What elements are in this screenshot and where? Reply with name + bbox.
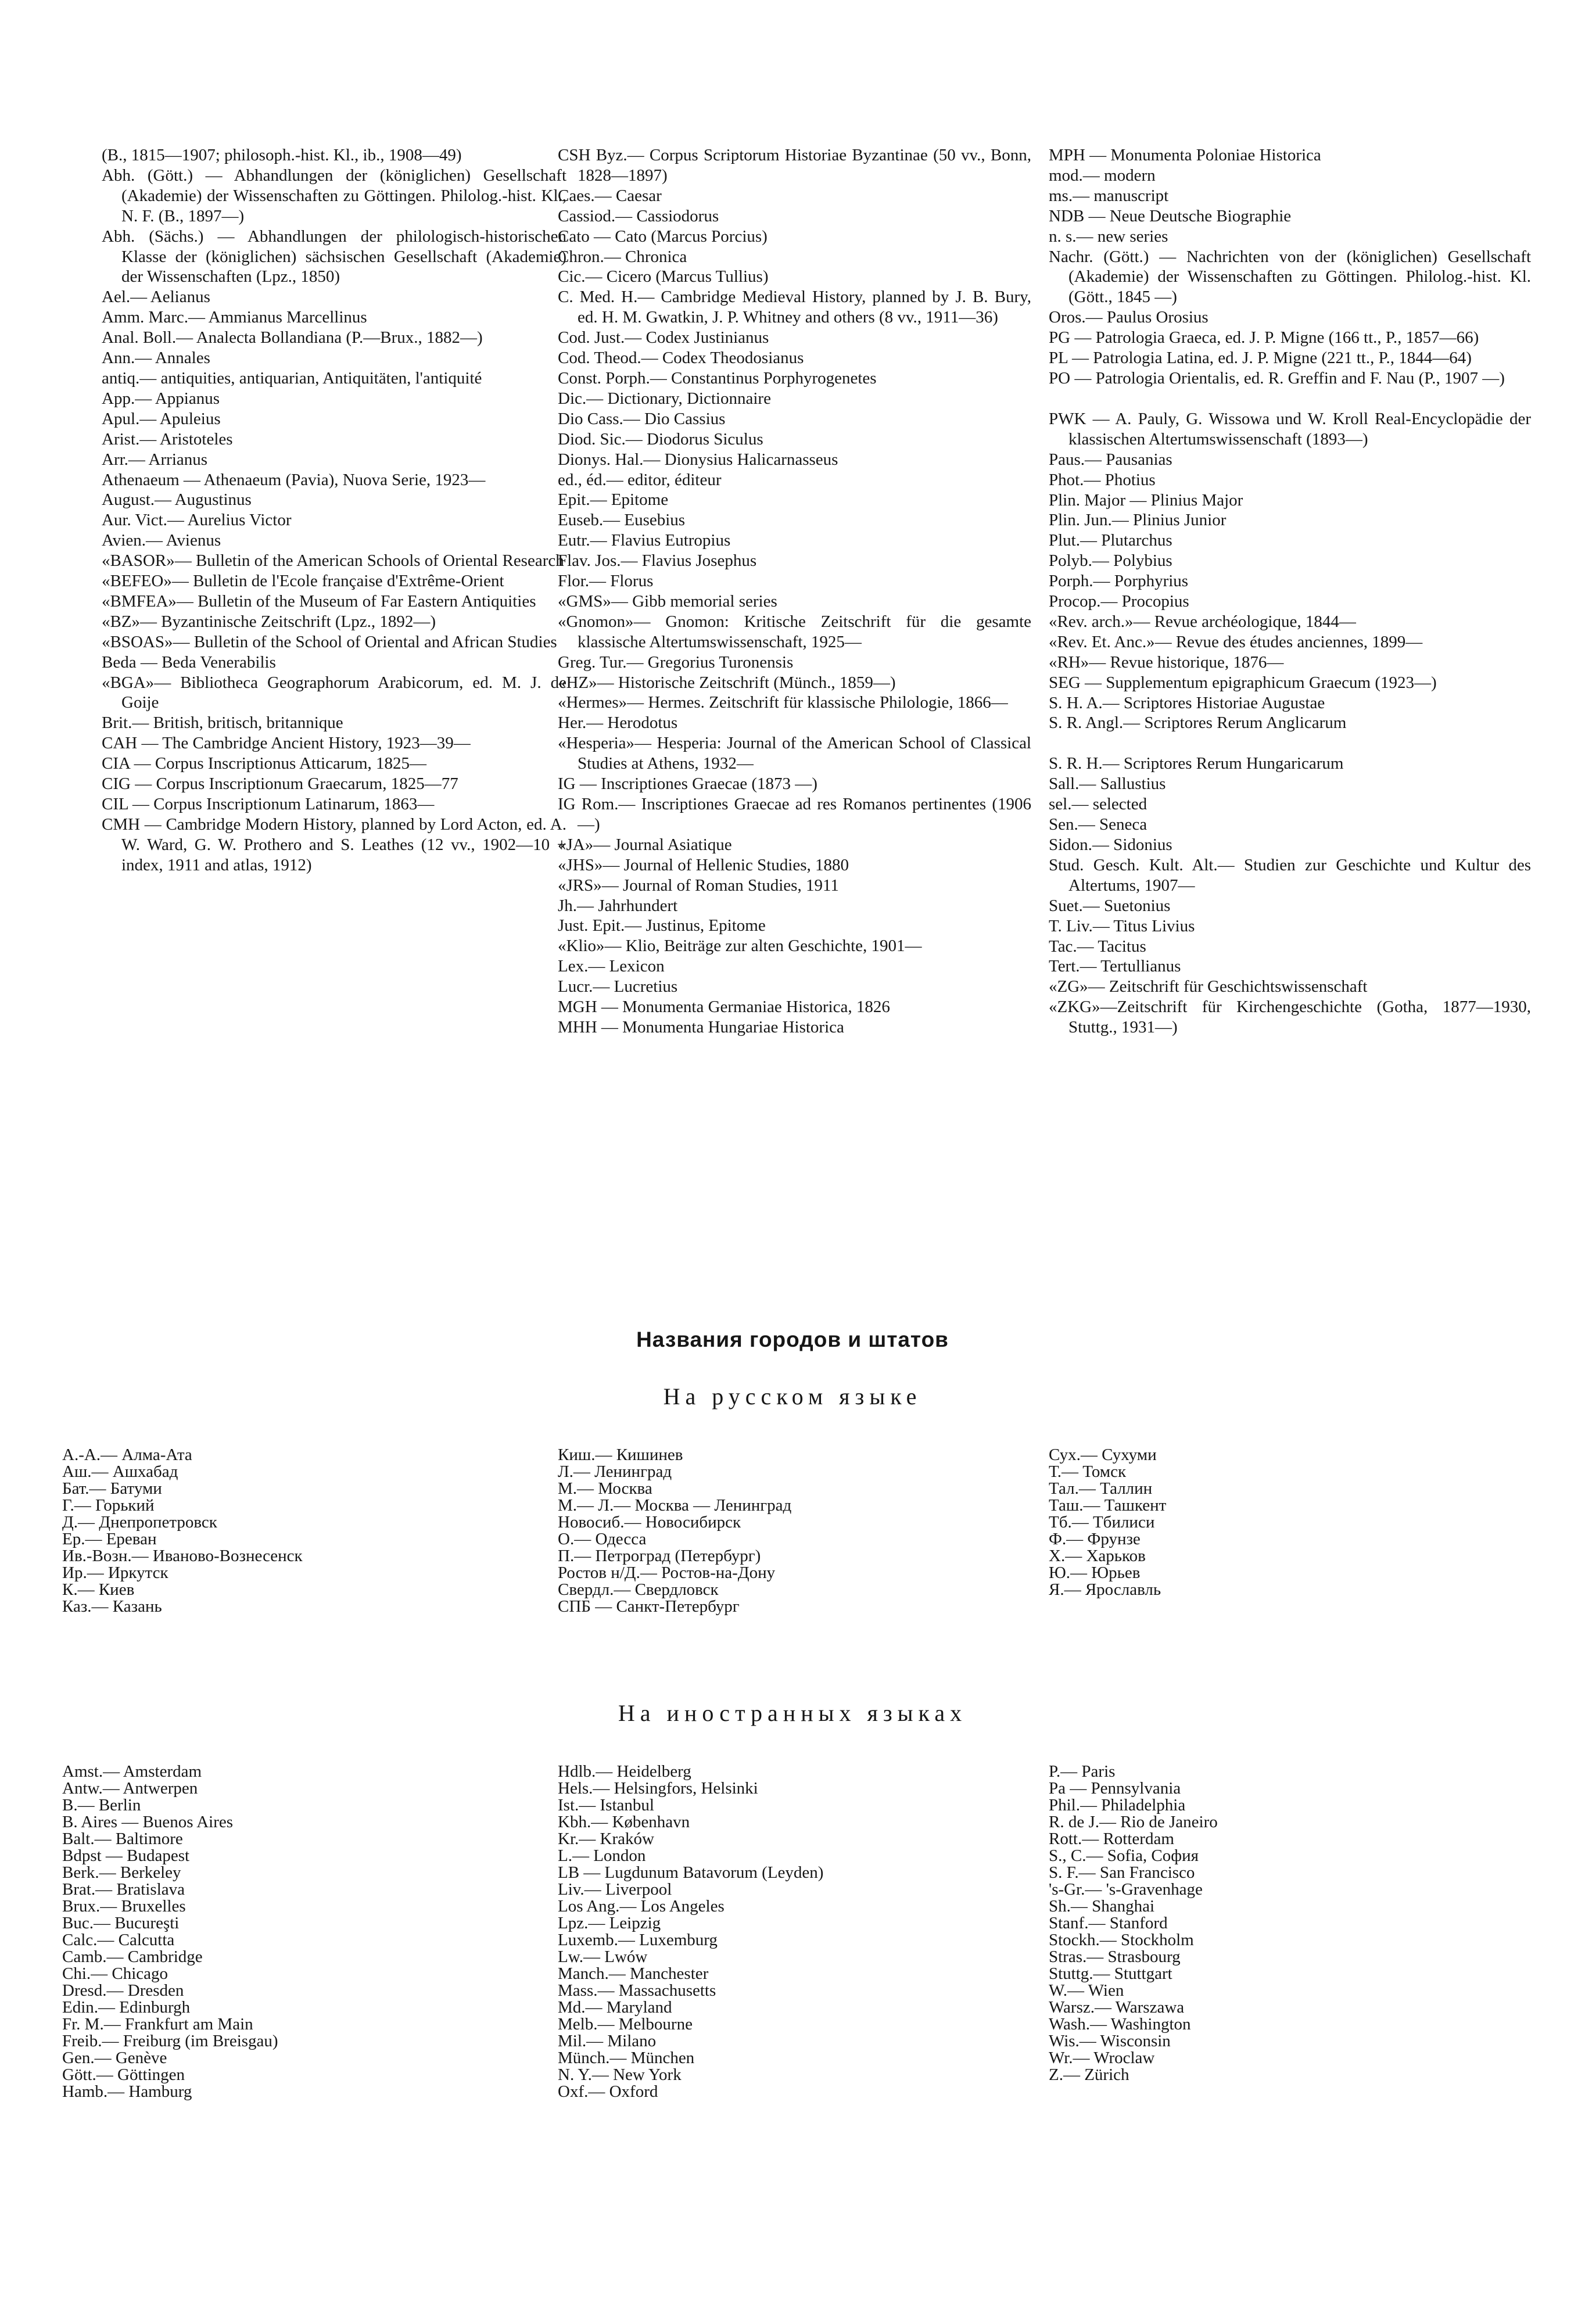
city-abbreviation: Oxf.— Oxford — [558, 2082, 658, 2101]
city-abbreviation: Свердл.— Свердловск — [558, 1580, 719, 1599]
foreign-cities-column-3 — [1049, 1763, 1531, 2083]
city-abbreviation: Melb.— Melbourne — [558, 2015, 693, 2033]
city-abbreviation: Ростов н/Д.— Ростов-на-Дону — [558, 1563, 776, 1582]
city-abbreviation: Mil.— Milano — [558, 2032, 657, 2050]
abbreviation-entry: «BEFEO»— Bulletin de l'Ecole française d'Extrême-Orient — [102, 572, 504, 591]
abbreviation-entry: Plut.— Plutarchus — [1049, 531, 1172, 550]
abbreviations-column-3 — [1049, 145, 1531, 1038]
abbreviation-entry: «BASOR»— Bulletin of the American Schools of Oriental Research — [102, 551, 564, 571]
city-abbreviation: Manch.— Manchester — [558, 1964, 709, 1983]
abbreviation-entry: antiq.— antiquities, antiquarian, Antiquitäten, l'antiquité — [102, 368, 482, 388]
city-abbreviation: S. F.— San Francisco — [1049, 1863, 1195, 1882]
spacer — [1049, 389, 1531, 409]
abbreviation-entry: Procop.— Procopius — [1049, 592, 1189, 611]
city-abbreviation: Аш.— Ашхабад — [62, 1462, 178, 1481]
city-abbreviation: К.— Киев — [62, 1580, 135, 1599]
city-abbreviation: Bdpst — Budapest — [62, 1846, 190, 1865]
abbreviation-entry: Abh. (Sächs.) — Abhandlungen der philologisch-historischen Klasse der (königlichen) sächsischen Gesellschaft (Akademie) der Wissenschaften (Lpz., 1850) — [102, 227, 566, 286]
abbreviation-entry: Nachr. (Gött.) — Nachrichten von der (königlichen) Gesellschaft (Akademie) der Wissenschaften zu Göttingen. Philolog.-hist. Kl. (Gött., 1845 —) — [1049, 247, 1531, 307]
city-abbreviation: Brux.— Bruxelles — [62, 1897, 186, 1916]
abbreviation-entry: App.— Appianus — [102, 389, 220, 408]
abbreviation-entry: Euseb.— Eusebius — [558, 511, 686, 530]
city-abbreviation: Brat.— Bratislava — [62, 1880, 185, 1899]
city-abbreviation: L.— London — [558, 1846, 646, 1865]
abbreviation-entry: Cod. Just.— Codex Justinianus — [558, 328, 769, 347]
abbreviation-entry: «Hesperia»— Hesperia: Journal of the American School of Classical Studies at Athens, 1932— — [558, 734, 1031, 773]
city-abbreviation: B. Aires — Buenos Aires — [62, 1813, 234, 1831]
city-abbreviation: Wash.— Washington — [1049, 2015, 1191, 2033]
abbreviation-entry: «GMS»— Gibb memorial series — [558, 591, 777, 611]
city-abbreviation: Dresd.— Dresden — [62, 1981, 184, 2000]
city-abbreviation: Л.— Ленинград — [558, 1462, 672, 1481]
abbreviation-entry: MGH — Monumenta Germaniae Historica, 1826 — [558, 998, 890, 1017]
abbreviation-entry: Lucr.— Lucretius — [558, 977, 678, 996]
abbreviation-entry: «BSOAS»— Bulletin of the School of Oriental and African Studies — [102, 632, 557, 651]
abbreviation-entry: MHH — Monumenta Hungariae Historica — [558, 1017, 844, 1037]
abbreviation-entry: Phot.— Photius — [1049, 470, 1156, 489]
abbreviation-entry: Plin. Major — Plinius Major — [1049, 490, 1243, 510]
abbreviation-entry: PL — Patrologia Latina, ed. J. P. Migne (221 tt., P., 1844—64) — [1049, 349, 1472, 368]
abbreviation-entry: Dio Cass.— Dio Cassius — [558, 409, 726, 428]
city-abbreviation: Ер.— Ереван — [62, 1530, 157, 1548]
abbreviation-entry: Ann.— Annales — [102, 349, 210, 368]
city-abbreviation: S., C.— Sofia, София — [1049, 1846, 1199, 1865]
city-abbreviation: Hdlb.— Heidelberg — [558, 1762, 691, 1781]
abbreviation-entry: mod.— modern — [1049, 166, 1156, 185]
city-abbreviation: Sh.— Shanghai — [1049, 1897, 1155, 1916]
city-abbreviation: Buc.— Bucureşti — [62, 1914, 180, 1932]
abbreviation-entry: Flor.— Florus — [558, 572, 654, 591]
city-abbreviation: О.— Одесса — [558, 1530, 647, 1548]
abbreviation-entry: «Rev. Et. Anc.»— Revue des études anciennes, 1899— — [1049, 632, 1423, 651]
abbreviation-entry: C. Med. H.— Cambridge Medieval History, planned by J. B. Bury, ed. H. M. Gwatkin, J. P. Whitney and others (8 vv., 1911—36) — [558, 288, 1031, 327]
russian-cities-column-1 — [62, 1447, 562, 1615]
city-abbreviation: Ю.— Юрьев — [1049, 1563, 1141, 1582]
city-abbreviation: Stanf.— Stanford — [1049, 1914, 1168, 1932]
abbreviation-entry: S. H. A.— Scriptores Historiae Augustae — [1049, 693, 1325, 712]
abbreviation-entry: T. Liv.— Titus Livius — [1049, 916, 1195, 935]
abbreviation-entry: Tac.— Tacitus — [1049, 937, 1146, 956]
city-abbreviation: 's-Gr.— 's-Gravenhage — [1049, 1880, 1203, 1899]
abbreviation-entry: Brit.— British, britisch, britannique — [102, 713, 343, 733]
abbreviation-entry: Chron.— Chronica — [558, 247, 687, 266]
abbreviation-entry: Avien.— Avienus — [102, 531, 221, 550]
city-abbreviation: Pa — Pennsylvania — [1049, 1779, 1181, 1798]
abbreviation-entry: Sall.— Sallustius — [1049, 774, 1166, 794]
abbreviation-entry: «JA»— Journal Asiatique — [558, 835, 732, 854]
city-abbreviation: Каз.— Казань — [62, 1597, 162, 1616]
abbreviation-entry: Aur. Vict.— Aurelius Victor — [102, 511, 292, 530]
city-abbreviation: СПБ — Санкт-Петербург — [558, 1597, 740, 1616]
cities-section-heading: Названия городов и штатов — [636, 1328, 949, 1351]
abbreviation-entry: Oros.— Paulus Orosius — [1049, 308, 1209, 327]
abbreviation-entry: MPH — Monumenta Poloniae Historica — [1049, 146, 1321, 164]
abbreviation-entry: (B., 1815—1907; philosoph.-hist. Kl., ib., 1908—49) — [102, 146, 462, 164]
city-abbreviation: Calc.— Calcutta — [62, 1931, 175, 1949]
russian-cities-column-3 — [1049, 1447, 1531, 1598]
city-abbreviation: М.— Л.— Москва — Ленинград — [558, 1496, 792, 1515]
city-abbreviation: Amst.— Amsterdam — [62, 1762, 202, 1781]
abbreviation-entry: «HZ»— Historische Zeitschrift (Münch., 1859—) — [558, 673, 896, 692]
abbreviation-entry: «RH»— Revue historique, 1876— — [1049, 652, 1284, 672]
russian-cities-column-2 — [558, 1447, 1046, 1615]
city-abbreviation: Edin.— Edinburgh — [62, 1998, 191, 2017]
abbreviation-entry: «BZ»— Byzantinische Zeitschrift (Lpz., 1892—) — [102, 612, 436, 631]
city-abbreviation: Rott.— Rotterdam — [1049, 1830, 1174, 1848]
abbreviation-entry: Lex.— Lexicon — [558, 957, 665, 976]
abbreviation-entry: Athenaeum — Athenaeum (Pavia), Nuova Serie, 1923— — [102, 470, 486, 489]
city-abbreviation: Kr.— Kraków — [558, 1830, 654, 1848]
city-abbreviation: Berk.— Berkeley — [62, 1863, 181, 1882]
abbreviation-entry: «Gnomon»— Gnomon: Kritische Zeitschrift für die gesamte klassische Altertumswissenschaft, 1925— — [558, 612, 1031, 651]
abbreviation-entry: Abh. (Gött.) — Abhandlungen der (königlichen) Gesellschaft (Akademie) der Wissenschaften zu Göttingen. Philolog.-hist. Kl., N. F. (B., 1897—) — [102, 166, 566, 225]
city-abbreviation: Тб.— Тбилиси — [1049, 1513, 1155, 1532]
city-abbreviation: Münch.— München — [558, 2049, 695, 2067]
abbreviation-entry: Suet.— Suetonius — [1049, 896, 1171, 915]
city-abbreviation: Lpz.— Leipzig — [558, 1914, 661, 1932]
abbreviation-entry: PWK — A. Pauly, G. Wissowa und W. Kroll Real-Encyclopädie der klassischen Altertumswissenschaft (1893—) — [1049, 409, 1531, 449]
city-abbreviation: Freib.— Freiburg (im Breisgau) — [62, 2032, 278, 2050]
russian-subheading: На русском языке — [663, 1383, 922, 1410]
abbreviation-entry: Cato — Cato (Marcus Porcius) — [558, 227, 768, 246]
abbreviation-entry: CSH Byz.— Corpus Scriptorum Historiae Byzantinae (50 vv., Bonn, 1828—1897) — [558, 146, 1031, 185]
abbreviation-entry: Dionys. Hal.— Dionysius Halicarnasseus — [558, 450, 838, 469]
abbreviation-entry: «ZG»— Zeitschrift für Geschichtswissenschaft — [1049, 977, 1368, 996]
abbreviation-entry: Sen.— Seneca — [1049, 815, 1147, 834]
abbreviation-entry: ms.— manuscript — [1049, 186, 1169, 205]
city-abbreviation: А.-А.— Алма-Ата — [62, 1446, 192, 1464]
city-abbreviation: Kbh.— København — [558, 1813, 690, 1831]
city-abbreviation: Phil.— Philadelphia — [1049, 1796, 1186, 1814]
city-abbreviation: Antw.— Antwerpen — [62, 1779, 198, 1798]
abbreviation-entry: Amm. Marc.— Ammianus Marcellinus — [102, 308, 367, 327]
abbreviation-entry: CAH — The Cambridge Ancient History, 1923—39— — [102, 734, 471, 753]
city-abbreviation: Liv.— Liverpool — [558, 1880, 672, 1899]
abbreviation-entry: IG Rom.— Inscriptiones Graecae ad res Romanos pertinentes (1906 —) — [558, 795, 1031, 834]
city-abbreviation: Camb.— Cambridge — [62, 1948, 203, 1966]
abbreviation-entry: «Klio»— Klio, Beiträge zur alten Geschichte, 1901— — [558, 937, 922, 956]
abbreviation-entry: Eutr.— Flavius Eutropius — [558, 531, 731, 550]
abbreviation-entry: «Rev. arch.»— Revue archéologique, 1844— — [1049, 612, 1356, 631]
abbreviation-entry: Polyb.— Polybius — [1049, 551, 1172, 571]
city-abbreviation: Г.— Горький — [62, 1496, 155, 1515]
city-abbreviation: Сух.— Сухуми — [1049, 1446, 1157, 1464]
city-abbreviation: LB — Lugdunum Batavorum (Leyden) — [558, 1863, 824, 1882]
abbreviation-entry: Diod. Sic.— Diodorus Siculus — [558, 429, 763, 449]
abbreviation-entry: «Hermes»— Hermes. Zeitschrift für klassische Philologie, 1866— — [558, 693, 1008, 712]
abbreviation-entry: Tert.— Tertullianus — [1049, 957, 1181, 976]
city-abbreviation: Hamb.— Hamburg — [62, 2082, 192, 2101]
abbreviation-entry: Greg. Tur.— Gregorius Turonensis — [558, 652, 794, 672]
city-abbreviation: Х.— Харьков — [1049, 1547, 1146, 1565]
city-abbreviation: Таш.— Ташкент — [1049, 1496, 1167, 1515]
city-abbreviation: Я.— Ярославль — [1049, 1580, 1161, 1599]
spacer — [1049, 733, 1531, 754]
city-abbreviation: Ир.— Иркутск — [62, 1563, 168, 1582]
city-abbreviation: W.— Wien — [1049, 1981, 1124, 2000]
abbreviation-entry: n. s.— new series — [1049, 227, 1168, 246]
city-abbreviation: Luxemb.— Luxemburg — [558, 1931, 718, 1949]
abbreviation-entry: Paus.— Pausanias — [1049, 450, 1172, 469]
abbreviation-entry: Ael.— Aelianus — [102, 288, 210, 307]
abbreviations-column-2 — [558, 145, 1031, 1038]
city-abbreviation: Д.— Днепропетровск — [62, 1513, 217, 1532]
abbreviation-entry: Anal. Boll.— Analecta Bollandiana (P.—Brux., 1882—) — [102, 328, 483, 347]
abbreviation-entry: CIA — Corpus Inscriptionus Atticarum, 1825— — [102, 754, 427, 773]
city-abbreviation: Z.— Zürich — [1049, 2065, 1129, 2084]
city-abbreviation: Stras.— Strasbourg — [1049, 1948, 1181, 1966]
city-abbreviation: Chi.— Chicago — [62, 1964, 168, 1983]
abbreviation-entry: sel.— selected — [1049, 795, 1147, 814]
city-abbreviation: Lw.— Lwów — [558, 1948, 648, 1966]
abbreviation-entry: Flav. Jos.— Flavius Josephus — [558, 551, 757, 571]
city-abbreviation: R. de J.— Rio de Janeiro — [1049, 1813, 1218, 1831]
city-abbreviation: Т.— Томск — [1049, 1462, 1127, 1481]
abbreviation-entry: Just. Epit.— Justinus, Epitome — [558, 916, 766, 935]
abbreviation-entry: PG — Patrologia Graeca, ed. J. P. Migne (166 tt., P., 1857—66) — [1049, 328, 1479, 347]
city-abbreviation: М.— Москва — [558, 1479, 652, 1498]
abbreviation-entry: Caes.— Caesar — [558, 186, 662, 205]
city-abbreviation: Новосиб.— Новосибирск — [558, 1513, 741, 1532]
abbreviation-entry: CIG — Corpus Inscriptionum Graecarum, 1825—77 — [102, 774, 458, 794]
city-abbreviation: Gen.— Genève — [62, 2049, 167, 2067]
abbreviation-entry: August.— Augustinus — [102, 490, 252, 510]
city-abbreviation: Los Ang.— Los Angeles — [558, 1897, 725, 1916]
abbreviation-entry: Jh.— Jahrhundert — [558, 896, 678, 915]
city-abbreviation: Stuttg.— Stuttgart — [1049, 1964, 1172, 1983]
city-abbreviation: Тал.— Таллин — [1049, 1479, 1153, 1498]
abbreviation-entry: Cic.— Cicero (Marcus Tullius) — [558, 267, 769, 286]
abbreviation-entry: «JRS»— Journal of Roman Studies, 1911 — [558, 876, 839, 895]
abbreviation-entry: NDB — Neue Deutsche Biographie — [1049, 206, 1292, 225]
city-abbreviation: Mass.— Massachusetts — [558, 1981, 716, 2000]
abbreviation-entry: «BMFEA»— Bulletin of the Museum of Far Eastern Antiquities — [102, 591, 536, 611]
city-abbreviation: Ф.— Фрунзе — [1049, 1530, 1141, 1548]
abbreviation-entry: «ZKG»—Zeitschrift für Kirchengeschichte (Gotha, 1877—1930, Stuttg., 1931—) — [1049, 998, 1531, 1037]
abbreviation-entry: IG — Inscriptiones Graecae (1873 —) — [558, 774, 817, 794]
city-abbreviation: N. Y.— New York — [558, 2065, 682, 2084]
foreign-cities-column-1 — [62, 1763, 562, 2100]
abbreviation-entry: «JHS»— Journal of Hellenic Studies, 1880 — [558, 855, 849, 874]
abbreviation-entry: ed., éd.— editor, éditeur — [558, 470, 722, 489]
city-abbreviation: Balt.— Baltimore — [62, 1830, 183, 1848]
city-abbreviation: Киш.— Кишинев — [558, 1446, 683, 1464]
abbreviation-entry: S. R. H.— Scriptores Rerum Hungaricarum — [1049, 754, 1344, 773]
city-abbreviation: П.— Петроград (Петербург) — [558, 1547, 761, 1565]
city-abbreviation: Wis.— Wisconsin — [1049, 2032, 1171, 2050]
abbreviation-entry: CIL — Corpus Inscriptionum Latinarum, 1863— — [102, 795, 435, 813]
city-abbreviation: P.— Paris — [1049, 1762, 1116, 1781]
abbreviation-entry: PO — Patrologia Orientalis, ed. R. Greffin and F. Nau (P., 1907 —) — [1049, 368, 1505, 388]
city-abbreviation: Hels.— Helsingfors, Helsinki — [558, 1779, 758, 1798]
abbreviation-entry: Apul.— Apuleius — [102, 409, 221, 428]
city-abbreviation: Fr. M.— Frankfurt am Main — [62, 2015, 253, 2033]
abbreviation-entry: Cassiod.— Cassiodorus — [558, 206, 719, 225]
abbreviation-entry: Dic.— Dictionary, Dictionnaire — [558, 389, 771, 408]
abbreviation-entry: Porph.— Porphyrius — [1049, 572, 1189, 591]
abbreviations-column-1 — [102, 145, 566, 876]
abbreviation-entry: Const. Porph.— Constantinus Porphyrogenetes — [558, 368, 877, 388]
abbreviation-entry: S. R. Angl.— Scriptores Rerum Anglicarum — [1049, 713, 1347, 733]
foreign-subheading: На иностранных языках — [618, 1700, 967, 1726]
city-abbreviation: Бат.— Батуми — [62, 1479, 162, 1498]
city-abbreviation: Ив.-Возн.— Иваново-Вознесенск — [62, 1547, 303, 1565]
abbreviation-entry: Cod. Theod.— Codex Theodosianus — [558, 349, 804, 368]
abbreviation-entry: SEG — Supplementum epigraphicum Graecum (1923—) — [1049, 673, 1437, 692]
city-abbreviation: Gött.— Göttingen — [62, 2065, 185, 2084]
foreign-cities-column-2 — [558, 1763, 1046, 2100]
abbreviation-entry: Plin. Jun.— Plinius Junior — [1049, 511, 1227, 530]
abbreviation-entry: «BGA»— Bibliotheca Geographorum Arabicorum, ed. M. J. de Goije — [102, 673, 566, 712]
city-abbreviation: Warsz.— Warszawa — [1049, 1998, 1185, 2017]
city-abbreviation: Stockh.— Stockholm — [1049, 1931, 1194, 1949]
abbreviation-entry: Epit.— Epitome — [558, 490, 669, 510]
city-abbreviation: Md.— Maryland — [558, 1998, 672, 2017]
abbreviation-entry: CMH — Cambridge Modern History, planned by Lord Acton, ed. A. W. Ward, G. W. Prothero and S. Leathes (12 vv., 1902—10 + index, 1911 and atlas, 1912) — [102, 815, 566, 874]
abbreviation-entry: Beda — Beda Venerabilis — [102, 652, 276, 672]
city-abbreviation: Ist.— Istanbul — [558, 1796, 654, 1814]
city-abbreviation: B.— Berlin — [62, 1796, 141, 1814]
abbreviation-entry: Arist.— Aristoteles — [102, 429, 233, 449]
city-abbreviation: Wr.— Wroclaw — [1049, 2049, 1155, 2067]
abbreviation-entry: Arr.— Arrianus — [102, 450, 208, 469]
abbreviation-entry: Sidon.— Sidonius — [1049, 835, 1172, 854]
abbreviation-entry: Her.— Herodotus — [558, 713, 678, 733]
abbreviation-entry: Stud. Gesch. Kult. Alt.— Studien zur Geschichte und Kultur des Altertums, 1907— — [1049, 855, 1531, 895]
